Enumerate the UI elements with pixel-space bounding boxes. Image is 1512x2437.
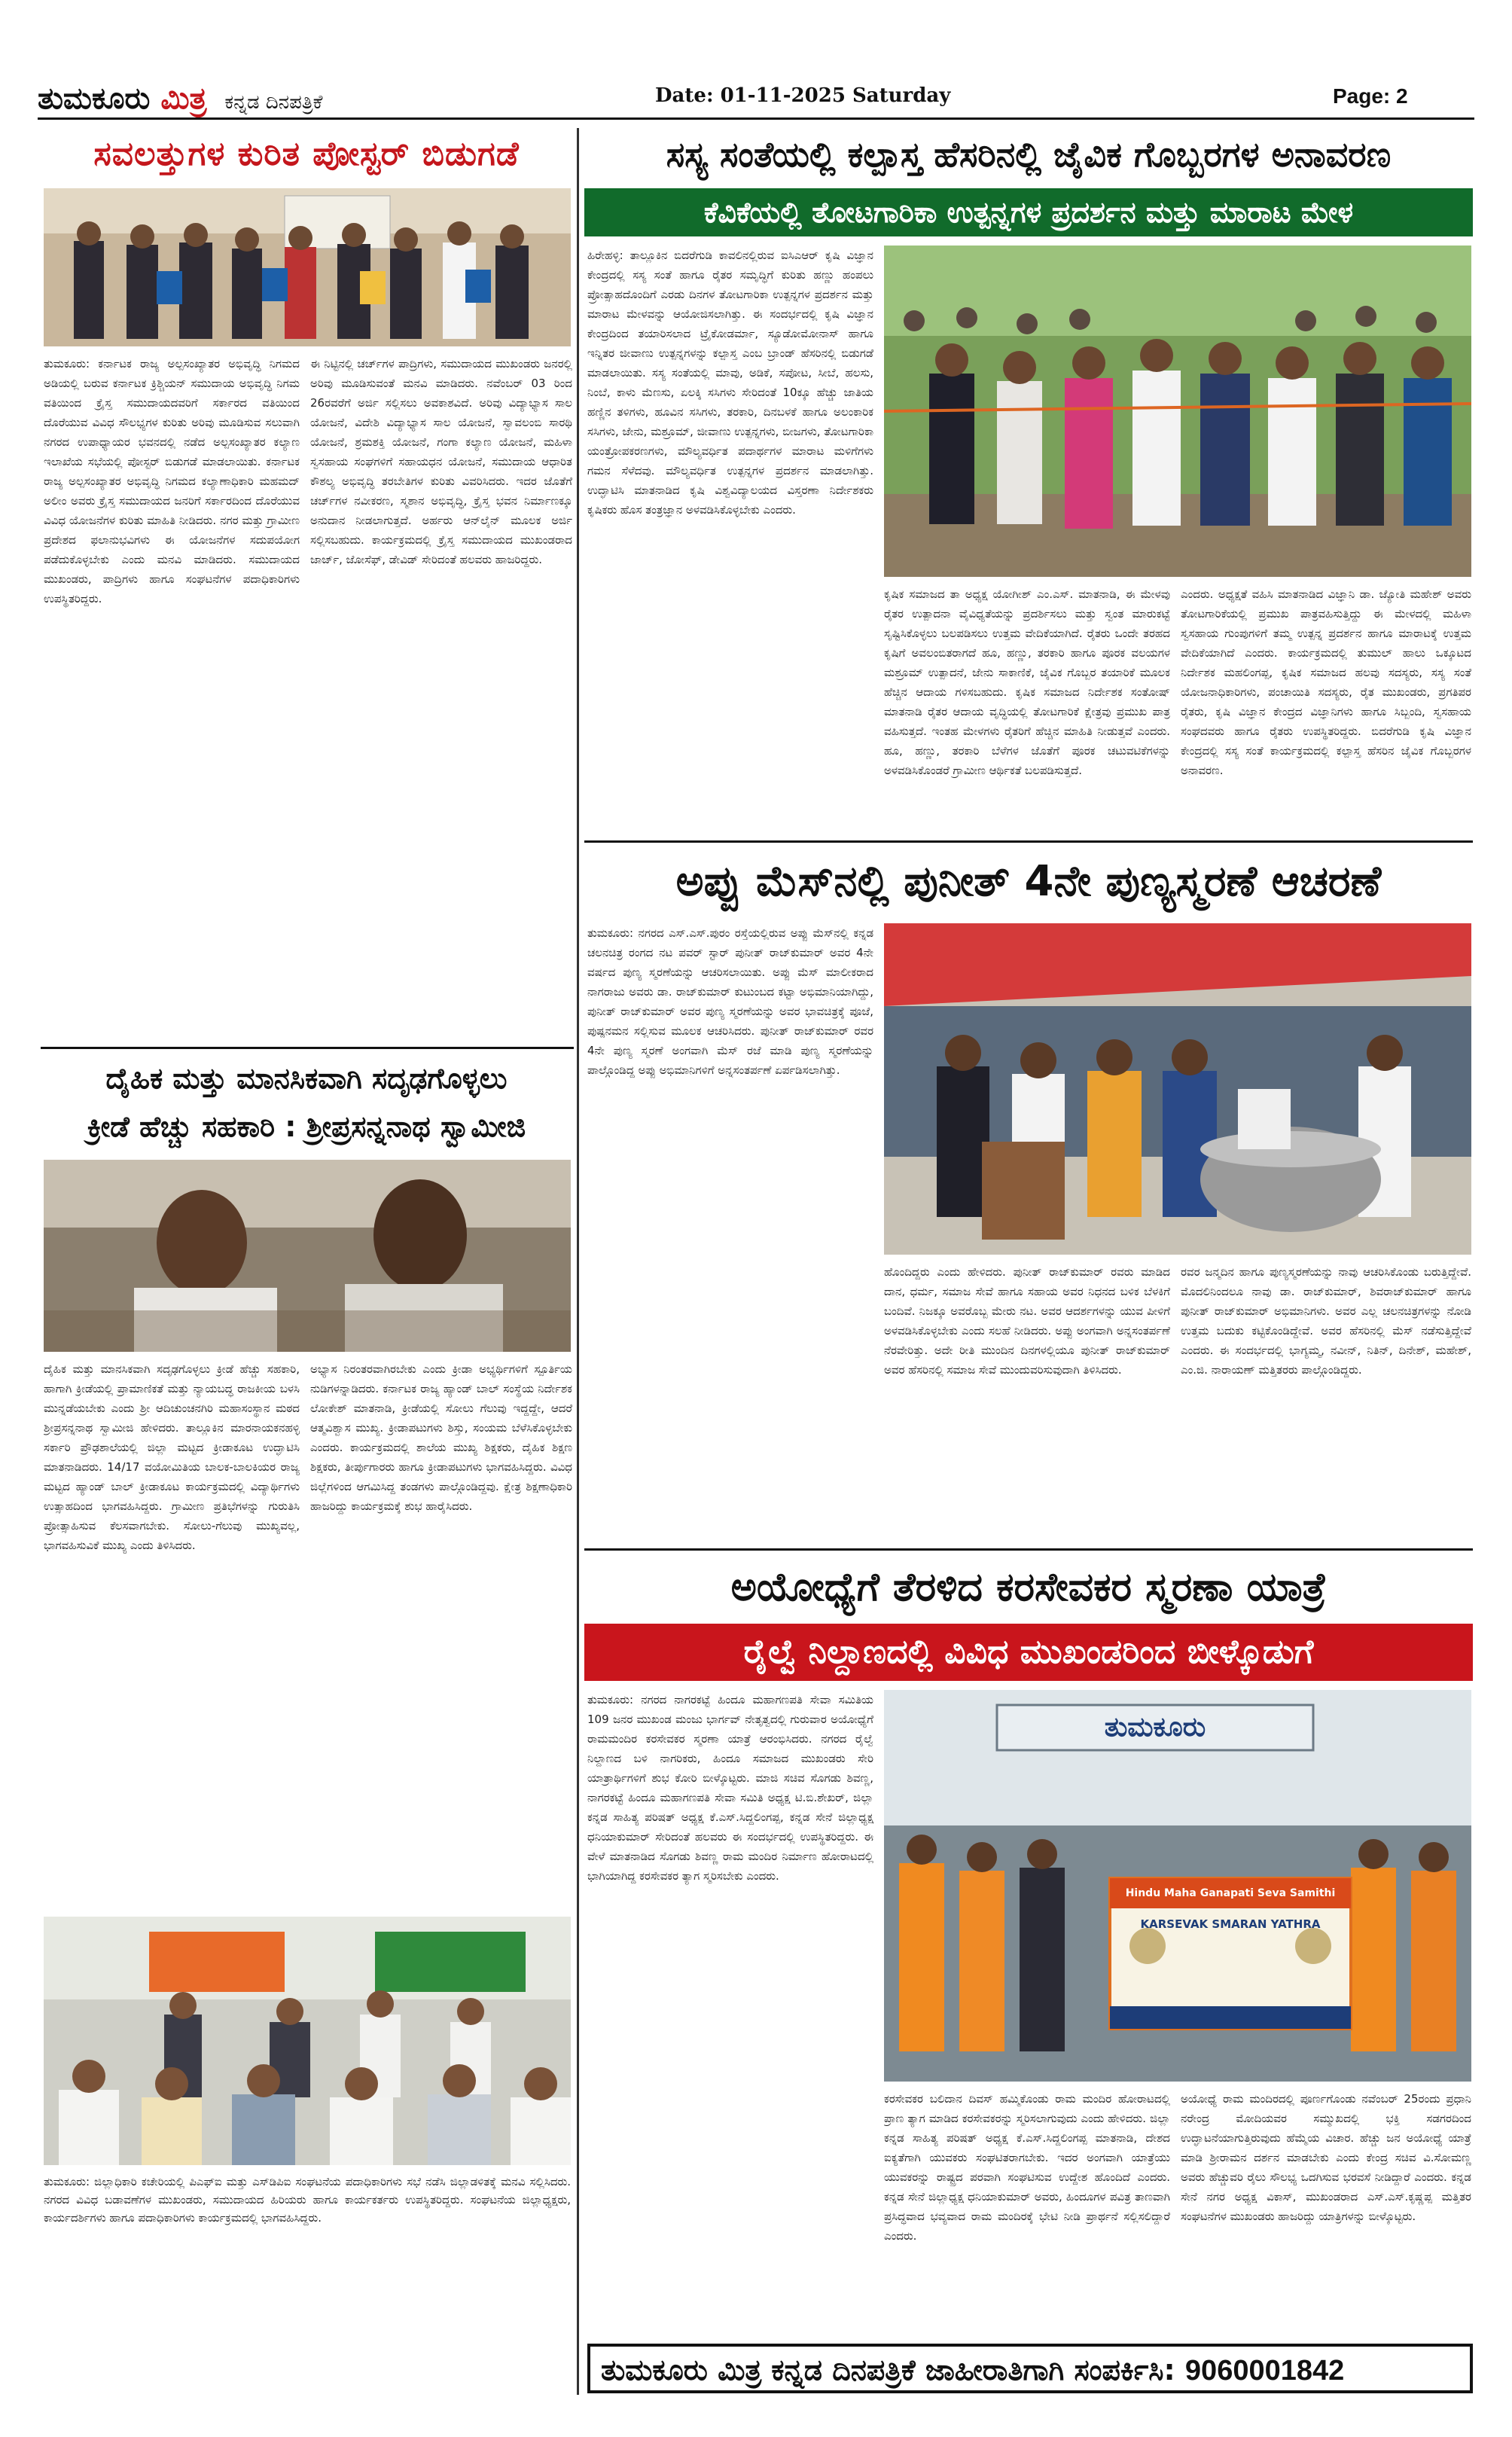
appu-body-col3: ರವರ ಜನ್ಮದಿನ ಹಾಗೂ ಪುಣ್ಯಸ್ಮರಣೆಯನ್ನು ನಾವು ಆಚರಿಸಿಕೊಂಡು ಬರುತ್ತಿದ್ದೇವೆ. ಮೊದಲಿನಿಂದಲೂ ನಾವು ಡಾ. ರಾಜ್‌ಕುಮಾರ್, ಶಿವರಾಜ್‌ಕುಮಾರ್ ಹಾಗೂ ಪುನೀತ್ ರಾಜ್‌ಕುಮಾರ್ ಅಭಿಮಾನಿಗಳು. ಅವರ ಎಲ್ಲ ಚಲನಚಿತ್ರಗಳನ್ನು ನೋಡಿ ಉತ್ತಮ ಬದುಕು ಕಟ್ಟಿಕೊಂಡಿದ್ದೇವೆ. ಅವರ ಹೆಸರಿನಲ್ಲಿ ಮೆಸ್ ನಡೆಸುತ್ತಿದ್ದೇವೆ ಎಂದರು. ಈ ಸಂದರ್ಭದಲ್ಲಿ ಭಾಗ್ಯಮ್ಮ, ನವೀನ್, ನಿತಿನ್, ದಿನೇಶ್, ಮಹೇಶ್, ಎಂ.ಜಿ. ನಾರಾಯಣ್ ಮತ್ತಿತರರು ಪಾಲ್ಗೊಂಡಿದ್ದರು. — [1181, 1265, 1471, 1377]
ayodhya-headline: ಅಯೋಧ್ಯೆಗೆ ತೆರಳಿದ ಕರಸೇವಕರ ಸ್ಮರಣಾ ಯಾತ್ರೆ — [730, 1565, 1327, 1610]
ayodhya-subhead-band: ರೈಲ್ವೆ ನಿಲ್ದಾಣದಲ್ಲಿ ವಿವಿಧ ಮುಖಂಡರಿಂದ ಬೀಳ್ಕೊಡುಗೆ — [584, 1624, 1473, 1681]
brand-tagline: ಕನ್ನಡ ದಿನಪತ್ರಿಕೆ — [224, 91, 323, 114]
brand-suffix: ಮಿತ್ರ — [160, 81, 207, 116]
fair-body-col2: ಕೃಷಿಕ ಸಮಾಜದ ತಾ ಅಧ್ಯಕ್ಷ ಯೋಗೀಶ್ ಎಂ.ಎಸ್. ಮಾತನಾಡಿ, ಈ ಮೇಳವು ರೈತರ ಉತ್ಪಾದನಾ ವೈವಿಧ್ಯತೆಯನ್ನು ಪ್ರದರ್ಶಿಸಲು ಮತ್ತು ಸ್ವಂತ ಮಾರುಕಟ್ಟೆ ಸೃಷ್ಟಿಸಿಕೊಳ್ಳಲು ಬಲಪಡಿಸಲು ಉತ್ತಮ ವೇದಿಕೆಯಾಗಿದೆ. ರೈತರು ಒಂದೇ ತರಹದ ಕೃಷಿಗೆ ಅವಲಂಬಿತರಾಗದೆ ಹೂ, ಹಣ್ಣು, ತರಕಾರಿ ಹಾಗೂ ಪೂರಕ ವಲಯಗಳ ಮಶ್ರೂಮ್ ಉತ್ಪಾದನೆ, ಜೇನು ಸಾಕಾಣಿಕೆ, ಜೈವಿಕ ಗೊಬ್ಬರ ತಯಾರಿಕೆ ಮೂಲಕ ಹೆಚ್ಚಿನ ಆದಾಯ ಗಳಿಸಬಹುದು. ಕೃಷಿಕ ಸಮಾಜದ ನಿರ್ದೇಶಕ ಸಂತೋಷ್ ಮಾತನಾಡಿ ರೈತರ ಆದಾಯ ವೃದ್ಧಿಯಲ್ಲಿ ತೋಟಗಾರಿಕೆ ಕ್ಷೇತ್ರವು ಪ್ರಮುಖ ಪಾತ್ರ ವಹಿಸುತ್ತದೆ. ಇಂತಹ ಮೇಳಗಳು ರೈತರಿಗೆ ಹೆಚ್ಚಿನ ಮಾಹಿತಿ ನೀಡುತ್ತವೆ ಎಂದರು. ಹೂ, ಹಣ್ಣು, ತರಕಾರಿ ಬೆಳೆಗಳ ಜೊತೆಗೆ ಪೂರಕ ಚಟುವಟಿಕೆಗಳನ್ನು ಅಳವಡಿಸಿಕೊಂಡರೆ ಗ್ರಾಮೀಣ ಆರ್ಥಿಕತೆ ಬಲಪಡಿಸುತ್ತದೆ. — [884, 587, 1170, 777]
ayodhya-body-col2: ಕರಸೇವಕರ ಬಲಿದಾನ ದಿವಸ್ ಹಮ್ಮಿಕೊಂಡು ರಾಮ ಮಂದಿರ ಹೋರಾಟದಲ್ಲಿ ಪ್ರಾಣ ತ್ಯಾಗ ಮಾಡಿದ ಕರಸೇವಕರನ್ನು ಸ್ಮರಿಸಲಾಗುವುದು ಎಂದು ಹೇಳಿದರು. ಜಿಲ್ಲಾ ಕನ್ನಡ ಸಾಹಿತ್ಯ ಪರಿಷತ್ ಅಧ್ಯಕ್ಷ ಕೆ.ಎಸ್.ಸಿದ್ದಲಿಂಗಪ್ಪ ಮಾತನಾಡಿ, ದೇಶದ ಐಕ್ಯತೆಗಾಗಿ ಯುವಕರು ಸಂಘಟಿತರಾಗಬೇಕು. ಇದರ ಅಂಗವಾಗಿ ಯಾತ್ರೆಯು ಯುವಕರನ್ನು ರಾಷ್ಟ್ರದ ಪರವಾಗಿ ಸಂಘಟಿಸುವ ಉದ್ದೇಶ ಹೊಂದಿದೆ ಎಂದರು. ಕನ್ನಡ ಸೇನೆ ಜಿಲ್ಲಾಧ್ಯಕ್ಷ ಧನಿಯಾಕುಮಾರ್ ಅವರು, ಹಿಂದೂಗಳ ಪವಿತ್ರ ತಾಣವಾಗಿ ಪ್ರಸಿದ್ಧವಾದ ಭವ್ಯವಾದ ರಾಮ ಮಂದಿರಕ್ಕೆ ಭೇಟಿ ನೀಡಿ ಪ್ರಾರ್ಥನೆ ಸಲ್ಲಿಸಲಿದ್ದಾರೆ ಎಂದರು. — [884, 2092, 1170, 2243]
meeting-photo — [44, 1917, 571, 2165]
fair-photo — [884, 246, 1471, 577]
appu-headline: ಅಪ್ಪು ಮೆಸ್‌ನಲ್ಲಿ ಪುನೀತ್ 4ನೇ ಪುಣ್ಯಸ್ಮರಣೆ ಆಚರಣೆ — [675, 857, 1382, 906]
fair-headline: ಸಸ್ಯ ಸಂತೆಯಲ್ಲಿ ಕಲ್ಪಾಸ್ತ ಹೆಸರಿನಲ್ಲಿ ಜೈವಿಕ ಗೊಬ್ಬರಗಳ ಅನಾವರಣ — [666, 134, 1392, 175]
fair-subhead-band: ಕೆವಿಕೆಯಲ್ಲಿ ತೋಟಗಾರಿಕಾ ಉತ್ಪನ್ನಗಳ ಪ್ರದರ್ಶನ ಮತ್ತು ಮಾರಾಟ ಮೇಳ — [584, 188, 1473, 236]
advertising-contact-label: ತುಮಕೂರು ಮಿತ್ರ ಕನ್ನಡ ದಿನಪತ್ರಿಕೆ ಜಾಹೀರಾತಿಗಾಗಿ ಸಂಪರ್ಕಿಸಿ: — [601, 2353, 1175, 2387]
fair-body-col1: ಹಿರೇಹಳ್ಳಿ: ತಾಲ್ಲೂಕಿನ ಬಿದರೆಗುಡಿ ಕಾವಲಿನಲ್ಲಿರುವ ಐಸಿಎಆರ್ ಕೃಷಿ ವಿಜ್ಞಾನ ಕೇಂದ್ರದಲ್ಲಿ ಸಸ್ಯ ಸಂತೆ ಹಾಗೂ ರೈತರ ಸಮೃದ್ಧಿಗೆ ಕುರಿತು ಹಣ್ಣು ಹಂಪಲು ಪ್ರೋತ್ಸಾಹದೊಂದಿಗೆ ಎರಡು ದಿನಗಳ ತೋಟಗಾರಿಕಾ ಉತ್ಪನ್ನಗಳ ಪ್ರದರ್ಶನ ಮತ್ತು ಮಾರಾಟ ಮೇಳವನ್ನು ಆಯೋಜಿಸಲಾಗಿತ್ತು. ಈ ಸಂದರ್ಭದಲ್ಲಿ ಕೃಷಿ ವಿಜ್ಞಾನ ಕೇಂದ್ರದಿಂದ ತಯಾರಿಸಲಾದ ಟ್ರೈಕೋಡರ್ಮಾ, ಸ್ಯೂಡೋಮೋನಾಸ್ ಹಾಗೂ ಇನ್ನಿತರ ಜೀವಾಣು ಉತ್ಪನ್ನಗಳನ್ನು ಕಲ್ಪಾಸ್ತ ಎಂಬ ಬ್ರಾಂಡ್ ಹೆಸರಿನಲ್ಲಿ ಬಿಡುಗಡೆ ಮಾಡಲಾಯಿತು. ಸಸ್ಯ ಸಂತೆಯಲ್ಲಿ ಮಾವು, ಅಡಿಕೆ, ಸಪೋಟ, ಸೀಬೆ, ಹಲಸು, ನಿಂಬೆ, ಕಾಳು ಮೆಣಸು, ಏಲಕ್ಕಿ ಸಸಿಗಳು ಸೇರಿದಂತೆ 10ಕ್ಕೂ ಹೆಚ್ಚು ಜಾತಿಯ ಹಣ್ಣಿನ ತಳಿಗಳು, ಹೂವಿನ ಸಸಿಗಳು, ತರಕಾರಿ, ದಿನಬಳಕೆ ಹಾಗೂ ಅಲಂಕಾರಿಕ ಸಸಿಗಳು, ಜೇನು, ಮಶ್ರೂಮ್, ಜೀವಾಣು ಉತ್ಪನ್ನಗಳು, ಬೀಜಗಳು, ತೋಟಗಾರಿಕಾ ಯಂತ್ರೋಪಕರಣಗಳು, ಮೌಲ್ಯವರ್ಧಿತ ಪದಾರ್ಥಗಳ ಮಾರಾಟ ಮಳಿಗೆಗಳು ಗಮನ ಸೆಳೆದವು. ಮೌಲ್ಯವರ್ಧಿತ ಉತ್ಪನ್ನಗಳ ಪ್ರದರ್ಶನ ಮಾಡಲಾಗಿತ್ತು. ಉದ್ಘಾಟಿಸಿ ಮಾತನಾಡಿದ ಕೃಷಿ ವಿಶ್ವವಿದ್ಯಾಲಯದ ವಿಸ್ತರಣಾ ನಿರ್ದೇಶಕರು ಕೃಷಿಕರು ಹೊಸ ತಂತ್ರಜ್ಞಾನ ಅಳವಡಿಸಿಕೊಳ್ಳಬೇಕು ಎಂದರು. — [587, 249, 873, 517]
ayodhya-body-col3: ಅಯೋಧ್ಯೆ ರಾಮ ಮಂದಿರದಲ್ಲಿ ಪೂರ್ಣಗೊಂಡು ನವೆಂಬರ್ 25ರಂದು ಪ್ರಧಾನಿ ನರೇಂದ್ರ ಮೋದಿಯವರ ಸಮ್ಮುಖದಲ್ಲಿ ಭಕ್ತಿ ಸಡಗರದಿಂದ ಉದ್ಘಾಟನೆಯಾಗುತ್ತಿರುವುದು ಹೆಮ್ಮೆಯ ವಿಚಾರ. ಹೆಚ್ಚು ಜನ ಅಯೋಧ್ಯೆ ಯಾತ್ರೆ ಮಾಡಿ ಶ್ರೀರಾಮನ ದರ್ಶನ ಮಾಡಬೇಕು ಎಂದು ಕೇಂದ್ರ ಸಚಿವ ವಿ.ಸೋಮಣ್ಣ ಅವರು ಹೆಚ್ಚುವರಿ ರೈಲು ಸೌಲಭ್ಯ ಒದಗಿಸುವ ಭರವಸೆ ನೀಡಿದ್ದಾರೆ ಎಂದರು. ಕನ್ನಡ ಸೇನೆ ನಗರ ಅಧ್ಯಕ್ಷ ವಿಕಾಸ್, ಮುಖಂಡರಾದ ಎಸ್.ಎಸ್.ಕೃಷ್ಣಪ್ಪ ಮತ್ತಿತರ ಸಂಘಟನೆಗಳ ಮುಖಂಡರು ಹಾಜರಿದ್ದು ಯಾತ್ರಿಗಳನ್ನು ಬೀಳ್ಕೊಟ್ಟರು. — [1181, 2092, 1471, 2223]
issue-date: Date: 01-11-2025 Saturday — [655, 84, 951, 107]
meeting-caption: ತುಮಕೂರು: ಜಿಲ್ಲಾಧಿಕಾರಿ ಕಚೇರಿಯಲ್ಲಿ ಪಿಎಫ್‌ಐ ಮತ್ತು ಎಸ್‌ಡಿಪಿಐ ಸಂಘಟನೆಯ ಪದಾಧಿಕಾರಿಗಳು ಸಭೆ ನಡೆಸಿ ಜಿಲ್ಲಾಡಳಿತಕ್ಕೆ ಮನವಿ ಸಲ್ಲಿಸಿದರು. ನಗರದ ವಿವಿಧ ಬಡಾವಣೆಗಳ ಮುಖಂಡರು, ಸಮುದಾಯದ ಹಿರಿಯರು ಹಾಗೂ ಕಾರ್ಯಕರ್ತರು ಉಪಸ್ಥಿತರಿದ್ದರು. ಸಂಘಟನೆಯ ಜಿಲ್ಲಾಧ್ಯಕ್ಷರು, ಕಾರ್ಯದರ್ಶಿಗಳು ಹಾಗೂ ಪದಾಧಿಕಾರಿಗಳು ಕಾರ್ಯಕ್ರಮದಲ್ಲಿ ಭಾಗವಹಿಸಿದ್ದರು. — [44, 2175, 571, 2225]
appu-photo — [884, 923, 1471, 1255]
poster-body-col2: ಈ ನಿಟ್ಟಿನಲ್ಲಿ ಚರ್ಚ್‌ಗಳ ಪಾದ್ರಿಗಳು, ಸಮುದಾಯದ ಮುಖಂಡರು ಜನರಲ್ಲಿ ಅರಿವು ಮೂಡಿಸುವಂತೆ ಮನವಿ ಮಾಡಿದರು. ನವೆಂಬರ್ 03 ರಿಂದ 26ರವರೆಗೆ ಅರ್ಜಿ ಸಲ್ಲಿಸಲು ಅವಕಾಶವಿದೆ. ಅರಿವು ವಿದ್ಯಾಭ್ಯಾಸ ಸಾಲ ಯೋಜನೆ, ವಿದೇಶಿ ವಿದ್ಯಾಭ್ಯಾಸ ಸಾಲ ಯೋಜನೆ, ಸ್ವಾವಲಂಬಿ ಸಾರಥಿ ಯೋಜನೆ, ಶ್ರಮಶಕ್ತಿ ಯೋಜನೆ, ಗಂಗಾ ಕಲ್ಯಾಣ ಯೋಜನೆ, ಮಹಿಳಾ ಸ್ವಸಹಾಯ ಸಂಘಗಳಿಗೆ ಸಹಾಯಧನ ಯೋಜನೆ, ಸಮುದಾಯ ಆಧಾರಿತ ಕೌಶಲ್ಯ ಅಭಿವೃದ್ಧಿ ತರಬೇತಿಗಳ ಕುರಿತು ವಿವರಿಸಿದರು. ಇದರ ಜೊತೆಗೆ ಚರ್ಚ್‌ಗಳ ನವೀಕರಣ, ಸ್ಮಶಾನ ಅಭಿವೃದ್ಧಿ, ಕ್ರೈಸ್ತ ಭವನ ನಿರ್ಮಾಣಕ್ಕೂ ಅನುದಾನ ನೀಡಲಾಗುತ್ತದೆ. ಅರ್ಹರು ಆನ್‌ಲೈನ್ ಮೂಲಕ ಅರ್ಜಿ ಸಲ್ಲಿಸಬಹುದು. ಕಾರ್ಯಕ್ರಮದಲ್ಲಿ ಕ್ರೈಸ್ತ ಸಮುದಾಯದ ಮುಖಂಡರಾದ ಜಾರ್ಜ್, ಜೋಸೆಫ್, ಡೇವಿಡ್ ಸೇರಿದಂತೆ ಹಲವರು ಹಾಜರಿದ್ದರು. — [310, 357, 572, 566]
sports-body-col2: ಅಭ್ಯಾಸ ನಿರಂತರವಾಗಿರಬೇಕು ಎಂದು ಕ್ರೀಡಾ ಅಭ್ಯರ್ಥಿಗಳಿಗೆ ಸ್ಪೂರ್ತಿಯ ನುಡಿಗಳನ್ನಾಡಿದರು. ಕರ್ನಾಟಕ ರಾಜ್ಯ ಹ್ಯಾಂಡ್ ಬಾಲ್ ಸಂಸ್ಥೆಯ ನಿರ್ದೇಶಕ ಲೋಕೇಶ್ ಮಾತನಾಡಿ, ಕ್ರೀಡೆಯಲ್ಲಿ ಸೋಲು ಗೆಲುವು ಇದ್ದದ್ದೇ, ಆದರೆ ಆತ್ಮವಿಶ್ವಾಸ ಮುಖ್ಯ. ಕ್ರೀಡಾಪಟುಗಳು ಶಿಸ್ತು, ಸಂಯಮ ಬೆಳೆಸಿಕೊಳ್ಳಬೇಕು ಎಂದರು. ಕಾರ್ಯಕ್ರಮದಲ್ಲಿ ಶಾಲೆಯ ಮುಖ್ಯ ಶಿಕ್ಷಕರು, ದೈಹಿಕ ಶಿಕ್ಷಣ ಶಿಕ್ಷಕರು, ತೀರ್ಪುಗಾರರು ಹಾಗೂ ಕ್ರೀಡಾಪಟುಗಳು ಭಾಗವಹಿಸಿದ್ದರು. ವಿವಿಧ ಜಿಲ್ಲೆಗಳಿಂದ ಆಗಮಿಸಿದ್ದ ತಂಡಗಳು ಪಾಲ್ಗೊಂಡಿದ್ದವು. ಕ್ಷೇತ್ರ ಶಿಕ್ಷಣಾಧಿಕಾರಿ ಹಾಜರಿದ್ದು ಕಾರ್ಯಕ್ರಮಕ್ಕೆ ಶುಭ ಹಾರೈಸಿದರು. — [310, 1362, 572, 1513]
page-number: Page: 2 — [1333, 84, 1408, 108]
sports-photo — [44, 1160, 571, 1352]
sports-headline-2: ಕ್ರೀಡೆ ಹೆಚ್ಚು ಸಹಕಾರಿ : ಶ್ರೀಪ್ರಸನ್ನನಾಥ ಸ್ವಾಮೀಜಿ — [87, 1110, 526, 1143]
ayodhya-body-col1: ತುಮಕೂರು: ನಗರದ ನಾಗರಕಟ್ಟೆ ಹಿಂದೂ ಮಹಾಗಣಪತಿ ಸೇವಾ ಸಮಿತಿಯ 109 ಜನರ ಮುಖಂಡ ಮಂಜು ಭಾರ್ಗವ್ ನೇತೃತ್ವದಲ್ಲಿ ಗುರುವಾರ ಅಯೋಧ್ಯೆಗೆ ರಾಮಮಂದಿರ ಕರಸೇವಕರ ಸ್ಮರಣಾ ಯಾತ್ರೆ ಆರಂಭಿಸಿದರು. ನಗರದ ರೈಲ್ವೆ ನಿಲ್ದಾಣದ ಬಳಿ ನಾಗರಿಕರು, ಹಿಂದೂ ಸಮಾಜದ ಮುಖಂಡರು ಸೇರಿ ಯಾತ್ರಾರ್ಥಿಗಳಿಗೆ ಶುಭ ಕೋರಿ ಬೀಳ್ಕೊಟ್ಟರು. ಮಾಜಿ ಸಚಿವ ಸೊಗಡು ಶಿವಣ್ಣ, ನಾಗರಕಟ್ಟೆ ಹಿಂದೂ ಮಹಾಗಣಪತಿ ಸೇವಾ ಸಮಿತಿ ಅಧ್ಯಕ್ಷ ಟಿ.ಬಿ.ಶೇಖರ್, ಜಿಲ್ಲಾ ಕನ್ನಡ ಸಾಹಿತ್ಯ ಪರಿಷತ್ ಅಧ್ಯಕ್ಷ ಕೆ.ಎಸ್.ಸಿದ್ದಲಿಂಗಪ್ಪ, ಕನ್ನಡ ಸೇನೆ ಜಿಲ್ಲಾಧ್ಯಕ್ಷ ಧನಿಯಾಕುಮಾರ್ ಸೇರಿದಂತೆ ಹಲವರು ಈ ಸಂದರ್ಭದಲ್ಲಿ ಉಪಸ್ಥಿತರಿದ್ದರು. ಈ ವೇಳೆ ಮಾತನಾಡಿದ ಸೊಗಡು ಶಿವಣ್ಣ ರಾಮ ಮಂದಿರ ನಿರ್ಮಾಣ ಹೋರಾಟದಲ್ಲಿ ಭಾಗಿಯಾಗಿದ್ದ ಕರಸೇವಕರ ತ್ಯಾಗ ಸ್ಮರಿಸಬೇಕು ಎಂದರು. — [587, 1693, 873, 1883]
masthead-rule — [38, 117, 1474, 120]
banner-subtitle: KARSEVAK SMARAN YATHRA — [1140, 1917, 1321, 1931]
advertising-phone-number[interactable]: 9060001842 — [1184, 2355, 1345, 2387]
masthead-logo — [38, 81, 322, 116]
appu-body-col2: ಹೊಂದಿದ್ದರು ಎಂದು ಹೇಳಿದರು. ಪುನೀತ್ ರಾಜ್‌ಕುಮಾರ್ ರವರು ಮಾಡಿದ ದಾನ, ಧರ್ಮ, ಸಮಾಜ ಸೇವೆ ಹಾಗೂ ಸಹಾಯ ಅವರ ನಿಧನದ ಬಳಿಕ ಬೆಳಕಿಗೆ ಬಂದಿವೆ. ನಿಜಕ್ಕೂ ಅವರೊಬ್ಬ ಮೇರು ನಟ. ಅವರ ಆದರ್ಶಗಳನ್ನು ಯುವ ಪೀಳಿಗೆ ಅಳವಡಿಸಿಕೊಳ್ಳಬೇಕು ಎಂದು ಸಲಹೆ ನೀಡಿದರು. ಅಪ್ಪು ಅಂಗವಾಗಿ ಅನ್ನಸಂತರ್ಪಣೆ ನೆರವೇರಿತ್ತು. ಅದೇ ರೀತಿ ಮುಂದಿನ ದಿನಗಳಲ್ಲಿಯೂ ಪುನೀತ್ ರಾಜ್‌ಕುಮಾರ್ ಅವರ ಹೆಸರಿನಲ್ಲಿ ಸಮಾಜ ಸೇವೆ ಮುಂದುವರಿಸುವುದಾಗಿ ತಿಳಿಸಿದರು. — [884, 1265, 1170, 1377]
advertising-contact-box — [587, 2344, 1473, 2393]
poster-body-col1: ತುಮಕೂರು: ಕರ್ನಾಟಕ ರಾಜ್ಯ ಅಲ್ಪಸಂಖ್ಯಾತರ ಅಭಿವೃದ್ಧಿ ನಿಗಮದ ಅಡಿಯಲ್ಲಿ ಬರುವ ಕರ್ನಾಟಕ ಕ್ರಿಶ್ಚಿಯನ್ ಸಮುದಾಯ ಅಭಿವೃದ್ಧಿ ನಿಗಮ ವತಿಯಿಂದ ಕ್ರೈಸ್ತ ಸಮುದಾಯದವರಿಗೆ ಸರ್ಕಾರದ ವತಿಯಿಂದ ದೊರೆಯುವ ವಿವಿಧ ಸೌಲಭ್ಯಗಳ ಕುರಿತು ಅರಿವು ಮೂಡಿಸುವ ಸಲುವಾಗಿ ನಗರದ ಉಪಾಧ್ಯಾಯರ ಭವನದಲ್ಲಿ ನಡೆದ ಅಲ್ಪಸಂಖ್ಯಾತರ ಕಲ್ಯಾಣ ಇಲಾಖೆಯ ಸಭೆಯಲ್ಲಿ ಪೋಸ್ಟರ್ ಬಿಡುಗಡೆ ಮಾಡಲಾಯಿತು. ಕರ್ನಾಟಕ ರಾಜ್ಯ ಅಲ್ಪಸಂಖ್ಯಾತರ ಅಭಿವೃದ್ಧಿ ನಿಗಮದ ಕಲ್ಯಾಣಾಧಿಕಾರಿ ಮಹಮದ್ ಅಲೀಂ ಅವರು ಕ್ರೈಸ್ತ ಸಮುದಾಯದ ಜನರಿಗೆ ಸರ್ಕಾರದಿಂದ ದೊರೆಯುವ ವಿವಿಧ ಯೋಜನೆಗಳ ಕುರಿತು ಮಾಹಿತಿ ನೀಡಿದರು. ನಗರ ಮತ್ತು ಗ್ರಾಮೀಣ ಪ್ರದೇಶದ ಫಲಾನುಭವಿಗಳು ಈ ಯೋಜನೆಗಳ ಸದುಪಯೋಗ ಪಡೆದುಕೊಳ್ಳಬೇಕು ಎಂದು ಮನವಿ ಮಾಡಿದರು. ಸಮುದಾಯದ ಮುಖಂಡರು, ಪಾದ್ರಿಗಳು ಹಾಗೂ ಸಂಘಟನೆಗಳ ಪದಾಧಿಕಾರಿಗಳು ಉಪಸ್ಥಿತರಿದ್ದರು. — [44, 357, 300, 605]
column-divider — [577, 128, 579, 2395]
brand-prefix: ತುಮಕೂರು — [38, 81, 151, 116]
fair-body-col3: ಎಂದರು. ಅಧ್ಯಕ್ಷತೆ ವಹಿಸಿ ಮಾತನಾಡಿದ ವಿಜ್ಞಾನಿ ಡಾ. ಜ್ಯೋತಿ ಮಹೇಶ್ ಅವರು ತೋಟಗಾರಿಕೆಯಲ್ಲಿ ಪ್ರಮುಖ ಪಾತ್ರವಹಿಸುತ್ತಿದ್ದು ಈ ಮೇಳದಲ್ಲಿ ಮಹಿಳಾ ಸ್ವಸಹಾಯ ಗುಂಪುಗಳಿಗೆ ತಮ್ಮ ಉತ್ಪನ್ನ ಪ್ರದರ್ಶನ ಹಾಗೂ ಮಾರಾಟಕ್ಕೆ ಉತ್ತಮ ವೇದಿಕೆಯಾಗಿದೆ ಎಂದರು. ಕಾರ್ಯಕ್ರಮದಲ್ಲಿ ತುಮುಲ್ ಹಾಲು ಒಕ್ಕೂಟದ ನಿರ್ದೇಶಕ ಮಹಲಿಂಗಪ್ಪ, ಕೃಷಿಕ ಸಮಾಜದ ಹಲವು ಸದಸ್ಯರು, ಸಸ್ಯ ಸಂತೆ ಯೋಜನಾಧಿಕಾರಿಗಳು, ಪಂಚಾಯಿತಿ ಸದಸ್ಯರು, ರೈತ ಮುಖಂಡರು, ಪ್ರಗತಿಪರ ರೈತರು, ಕೃಷಿ ವಿಜ್ಞಾನ ಕೇಂದ್ರದ ವಿಜ್ಞಾನಿಗಳು ಹಾಗೂ ಸಿಬ್ಬಂದಿ, ಸ್ವಸಹಾಯ ಸಂಘದವರು ಹಾಗೂ ರೈತರು ಉಪಸ್ಥಿತರಿದ್ದರು. ಬಿದರೆಗುಡಿ ಕೃಷಿ ವಿಜ್ಞಾನ ಕೇಂದ್ರದಲ್ಲಿ ಸಸ್ಯ ಸಂತೆ ಕಾರ್ಯಕ್ರಮದಲ್ಲಿ ಕಲ್ಪಾಸ್ತ ಹೆಸರಿನ ಜೈವಿಕ ಗೊಬ್ಬರಗಳ ಅನಾವರಣ. — [1181, 587, 1471, 777]
appu-body-col1: ತುಮಕೂರು: ನಗರದ ಎಸ್.ಎಸ್.ಪುರಂ ರಸ್ತೆಯಲ್ಲಿರುವ ಅಪ್ಪು ಮೆಸ್‌ನಲ್ಲಿ ಕನ್ನಡ ಚಲನಚಿತ್ರ ರಂಗದ ನಟ ಪವರ್ ಸ್ಟಾರ್ ಪುನೀತ್ ರಾಜ್‌ಕುಮಾರ್ ಅವರ 4ನೇ ವರ್ಷದ ಪುಣ್ಯ ಸ್ಮರಣೆಯನ್ನು ಆಚರಿಸಲಾಯಿತು. ಅಪ್ಪು ಮೆಸ್ ಮಾಲೀಕರಾದ ನಾಗರಾಜು ಅವರು ಡಾ. ರಾಜ್‌ಕುಮಾರ್ ಕುಟುಂಬದ ಕಟ್ಟಾ ಅಭಿಮಾನಿಯಾಗಿದ್ದು, ಪುನೀತ್ ರಾಜ್‌ಕುಮಾರ್ ಅವರ ಪುಣ್ಯ ಸ್ಮರಣೆಯನ್ನು ಅವರ ಭಾವಚಿತ್ರಕ್ಕೆ ಪೂಜೆ, ಪುಷ್ಪನಮನ ಸಲ್ಲಿಸುವ ಮೂಲಕ ಆಚರಿಸಿದರು. ಪುನೀತ್ ರಾಜ್‌ಕುಮಾರ್ ರವರ 4ನೇ ಪುಣ್ಯ ಸ್ಮರಣೆ ಅಂಗವಾಗಿ ಮೆಸ್ ರಜೆ ಮಾಡಿ ಪುಣ್ಯ ಸ್ಮರಣೆಯನ್ನು ಪಾಲ್ಗೊಂಡಿದ್ದ ಅಪ್ಪು ಅಭಿಮಾನಿಗಳಿಗೆ ಅನ್ನಸಂತರ್ಪಣೆ ಏರ್ಪಡಿಸಲಾಗಿತ್ತು. — [587, 926, 873, 1077]
section-rule — [584, 840, 1473, 843]
sports-body-col1: ದೈಹಿಕ ಮತ್ತು ಮಾನಸಿಕವಾಗಿ ಸದೃಢಗೊಳ್ಳಲು ಕ್ರೀಡೆ ಹೆಚ್ಚು ಸಹಕಾರಿ, ಹಾಗಾಗಿ ಕ್ರೀಡೆಯಲ್ಲಿ ಪ್ರಾಮಾಣಿಕತೆ ಮತ್ತು ನ್ಯಾಯಬದ್ಧ ರಾಜಕೀಯ ಬಳಸಿ ಮುನ್ನಡೆಯಬೇಕು ಎಂದು ಶ್ರೀ ಆದಿಚುಂಚನಗಿರಿ ಮಹಾಸಂಸ್ಥಾನ ಮಠದ ಶ್ರೀಪ್ರಸನ್ನನಾಥ ಸ್ವಾಮೀಜಿ ಹೇಳಿದರು. ತಾಲ್ಲೂಕಿನ ಮಾರನಾಯಕನಹಳ್ಳಿ ಸರ್ಕಾರಿ ಪ್ರೌಢಶಾಲೆಯಲ್ಲಿ ಜಿಲ್ಲಾ ಮಟ್ಟದ ಕ್ರೀಡಾಕೂಟ ಉದ್ಘಾಟಿಸಿ ಮಾತನಾಡಿದರು. 14/17 ವಯೋಮಿತಿಯ ಬಾಲಕ-ಬಾಲಕಿಯರ ರಾಜ್ಯ ಮಟ್ಟದ ಹ್ಯಾಂಡ್ ಬಾಲ್ ಕ್ರೀಡಾಕೂಟ ಕಾರ್ಯಕ್ರಮದಲ್ಲಿ ವಿದ್ಯಾರ್ಥಿಗಳು ಉತ್ಸಾಹದಿಂದ ಭಾಗವಹಿಸಿದ್ದರು. ಗ್ರಾಮೀಣ ಪ್ರತಿಭೆಗಳನ್ನು ಗುರುತಿಸಿ ಪ್ರೋತ್ಸಾಹಿಸುವ ಕೆಲಸವಾಗಬೇಕು. ಸೋಲು-ಗೆಲುವು ಮುಖ್ಯವಲ್ಲ, ಭಾಗವಹಿಸುವಿಕೆ ಮುಖ್ಯ ಎಂದು ತಿಳಿಸಿದರು. — [44, 1362, 300, 1552]
ayodhya-photo — [884, 1690, 1471, 2082]
sports-headline-1: ದೈಹಿಕ ಮತ್ತು ಮಾನಸಿಕವಾಗಿ ಸದೃಢಗೊಳ್ಳಲು — [105, 1062, 508, 1095]
poster-headline: ಸವಲತ್ತುಗಳ ಕುರಿತ ಪೋಸ್ಟರ್ ಬಿಡುಗಡೆ — [93, 135, 520, 173]
section-rule — [41, 1047, 574, 1049]
section-rule — [584, 1548, 1473, 1551]
poster-photo — [44, 188, 571, 346]
station-sign: ತುಮಕೂರು — [1104, 1712, 1206, 1743]
banner-title: Hindu Maha Ganapati Seva Samithi — [1125, 1887, 1336, 1899]
